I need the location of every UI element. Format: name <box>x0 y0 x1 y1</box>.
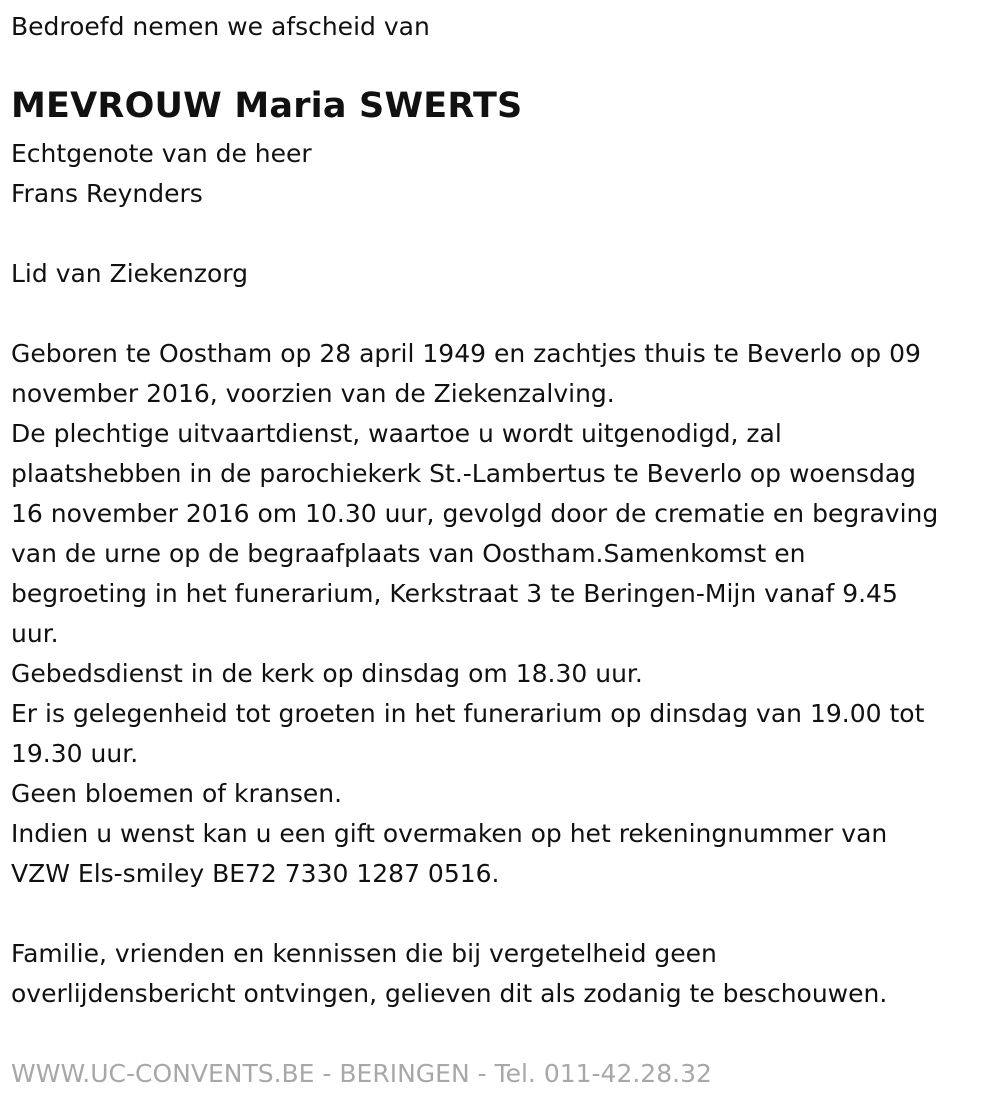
service-line-1: De plechtige uitvaartdienst, waartoe u wordt uitgenodigd, zal <box>11 419 782 448</box>
service-line-4: van de urne op de begraafplaats van Oostham.Samenkomst en <box>11 539 806 568</box>
family-line-1: Familie, vrienden en kennissen die bij vergetelheid geen <box>11 939 717 968</box>
service-line-6: uur. <box>11 619 59 648</box>
membership-line: Lid van Ziekenzorg <box>11 259 248 288</box>
spouse-line-2: Frans Reynders <box>11 179 203 208</box>
family-line-2: overlijdensbericht ontvingen, gelieven dit als zodanig te beschouwen. <box>11 979 888 1008</box>
service-line-5: begroeting in het funerarium, Kerkstraat 3 te Beringen-Mijn vanaf 9.45 <box>11 579 898 608</box>
intro-text: Bedroefd nemen we afscheid van <box>11 12 430 41</box>
service-line-3: 16 november 2016 om 10.30 uur, gevolgd door de crematie en begraving <box>11 499 939 528</box>
footer-contact: WWW.UC-CONVENTS.BE - BERINGEN - Tel. 011-42.28.32 <box>11 1059 712 1088</box>
spacer <box>11 294 996 334</box>
gift-line-1: Indien u wenst kan u een gift overmaken op het rekeningnummer van <box>11 819 888 848</box>
flowers-line: Geen bloemen of kransen. <box>11 779 343 808</box>
visitation-line-2: 19.30 uur. <box>11 739 139 768</box>
visitation-line-1: Er is gelegenheid tot groeten in het funerarium op dinsdag van 19.00 tot <box>11 699 925 728</box>
spacer <box>11 214 996 254</box>
born-line-2: november 2016, voorzien van de Ziekenzalving. <box>11 379 615 408</box>
prayer-service-line: Gebedsdienst in de kerk op dinsdag om 18.30 uur. <box>11 659 643 688</box>
service-line-2: plaatshebben in de parochiekerk St.-Lambertus te Beverlo op woensdag <box>11 459 917 488</box>
spacer <box>11 894 996 934</box>
spouse-line-1: Echtgenote van de heer <box>11 139 312 168</box>
born-line-1: Geboren te Oostham op 28 april 1949 en zachtjes thuis te Beverlo op 09 <box>11 339 921 368</box>
deceased-name: MEVROUW Maria SWERTS <box>11 86 523 126</box>
gift-line-2: VZW Els-smiley BE72 7330 1287 0516. <box>11 859 500 888</box>
notice-body <box>11 134 996 1014</box>
